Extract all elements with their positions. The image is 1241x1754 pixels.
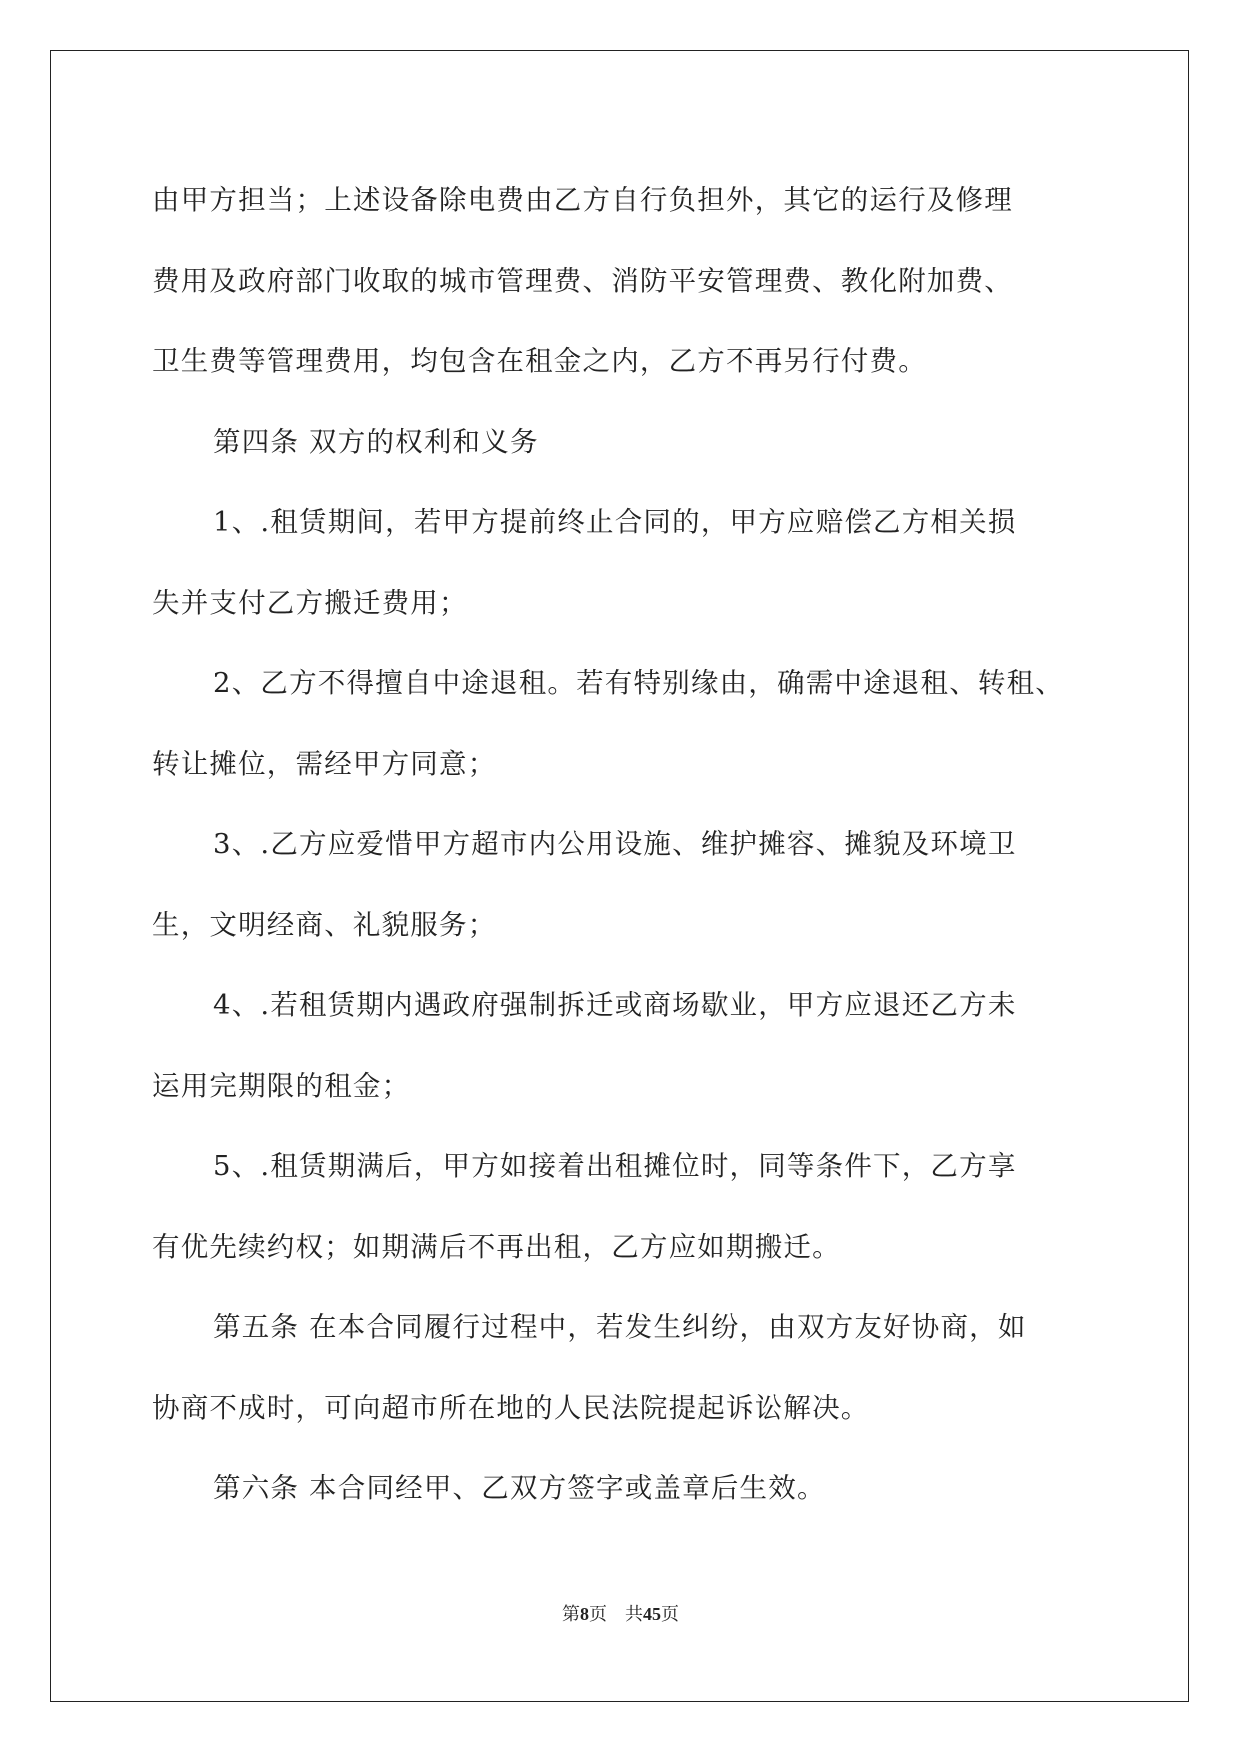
clause-1 (152, 482, 1098, 643)
article-5 (152, 1287, 1098, 1448)
text-line: 4、.若租赁期内遇政府强制拆迁或商场歇业，甲方应退还乙方未 (213, 989, 1017, 1021)
total-suffix: 页 (661, 1604, 679, 1625)
text-line: 有优先续约权；如期满后不再出租，乙方应如期搬迁。 (152, 1230, 841, 1263)
page-footer (0, 1600, 1241, 1626)
page-prefix: 第 (562, 1604, 580, 1625)
text-line: 1、.租赁期间，若甲方提前终止合同的，甲方应赔偿乙方相关损 (213, 506, 1017, 538)
article-6 (152, 1448, 1098, 1529)
clause-2 (152, 643, 1098, 804)
text-line: 费用及政府部门收取的城市管理费、消防平安管理费、教化附加费、 (152, 264, 1013, 297)
clause-5 (152, 1126, 1098, 1287)
text-line: 5、.租赁期满后，甲方如接着出租摊位时，同等条件下，乙方享 (213, 1150, 1017, 1182)
paragraph-fees (152, 160, 1098, 402)
text-line: 失并支付乙方搬迁费用； (152, 586, 468, 619)
clause-4 (152, 965, 1098, 1126)
text-line: 运用完期限的租金； (152, 1069, 411, 1102)
document-body (152, 160, 1098, 1529)
text-line: 3、.乙方应爱惜甲方超市内公用设施、维护摊容、摊貌及环境卫 (213, 828, 1017, 860)
page-suffix: 页 (589, 1604, 607, 1625)
text-line: 第六条 本合同经甲、乙双方签字或盖章后生效。 (213, 1472, 826, 1504)
text-line: 卫生费等管理费用，均包含在租金之内，乙方不再另行付费。 (152, 345, 927, 377)
text-line: 生，文明经商、礼貌服务； (152, 908, 497, 941)
clause-3 (152, 804, 1098, 965)
total-pages: 45 (643, 1604, 661, 1624)
text-line: 第五条 在本合同履行过程中，若发生纠纷，由双方友好协商，如 (213, 1311, 1027, 1343)
text-line: 由甲方担当；上述设备除电费由乙方自行负担外，其它的运行及修理 (152, 184, 1013, 216)
text-line: 协商不成时，可向超市所在地的人民法院提起诉讼解决。 (152, 1391, 870, 1424)
page-number: 8 (580, 1604, 589, 1624)
text-line: 2、乙方不得擅自中途退租。若有特别缘由，确需中途退租、转租、 (213, 667, 1064, 699)
text-line: 第四条 双方的权利和义务 (213, 425, 539, 458)
total-prefix: 共 (625, 1604, 643, 1625)
text-line: 转让摊位，需经甲方同意； (152, 747, 497, 780)
article-4-heading (152, 402, 1098, 483)
